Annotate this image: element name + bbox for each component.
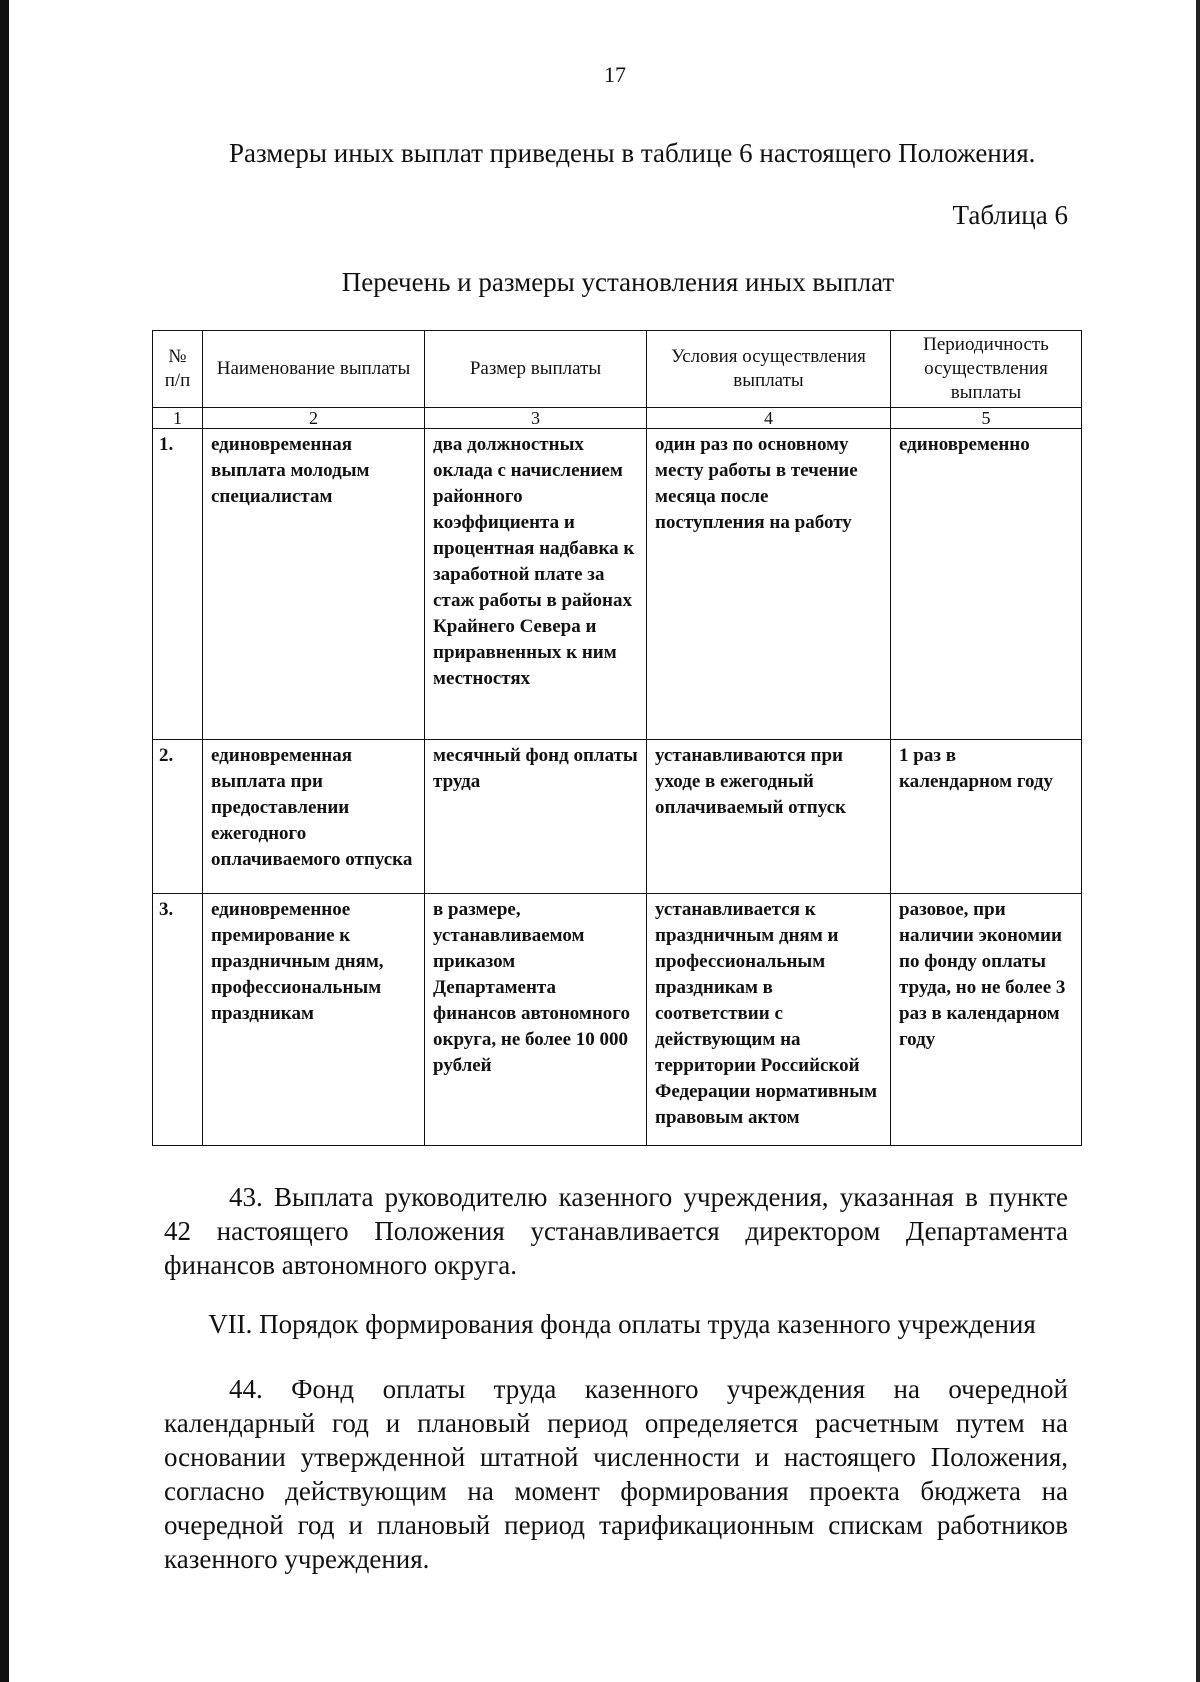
column-number: 1 <box>153 408 203 429</box>
header-num: № п/п <box>153 331 203 408</box>
header-conditions: Условия осуществления выплаты <box>647 331 891 408</box>
column-number-row <box>153 408 1082 429</box>
table-row <box>153 894 1082 1146</box>
row-num: 1. <box>153 429 203 740</box>
payments-table <box>152 330 1082 1146</box>
row-num: 3. <box>153 894 203 1146</box>
table-title: Перечень и размеры установления иных выплат <box>341 267 895 297</box>
payment-conditions: один раз по основному месту работы в течение месяца после поступления на работу <box>647 429 891 740</box>
table-row <box>153 740 1082 894</box>
payment-amount: в размере, устанавливаемом приказом Департамента финансов автономного округа, не более 10 000 рублей <box>425 894 647 1146</box>
column-number: 5 <box>891 408 1082 429</box>
payment-conditions: устанавливаются при уходе в ежегодный оплачиваемый отпуск <box>647 740 891 894</box>
payment-amount: месячный фонд оплаты труда <box>425 740 647 894</box>
payment-conditions: устанавливается к праздничным дням и профессиональным праздникам в соответствии с действующим на территории Российской Федерации нормативным правовым актом <box>647 894 891 1146</box>
scan-edge-left <box>0 0 9 1682</box>
section-heading: VII. Порядок формирования фонда оплаты труда казенного учреждения <box>208 1309 1036 1339</box>
payment-frequency: единовременно <box>891 429 1082 740</box>
payment-frequency: разовое, при наличии экономии по фонду оплаты труда, но не более 3 раз в календарном году <box>891 894 1082 1146</box>
table-caption: Таблица 6 <box>952 200 1068 230</box>
column-number: 4 <box>647 408 891 429</box>
paragraph-43: 43. Выплата руководителю казенного учреждения, указанная в пункте 42 настоящего Положения устанавливается директором Департамента финансов автономного округа. <box>164 1182 1068 1280</box>
table-header-row <box>153 331 1082 408</box>
table-row <box>153 429 1082 740</box>
column-number: 3 <box>425 408 647 429</box>
payment-name: единовременное премирование к праздничным дням, профессиональным праздникам <box>203 894 425 1146</box>
payment-name: единовременная выплата при предоставлении ежегодного оплачиваемого отпуска <box>203 740 425 894</box>
header-frequency: Периодичность осуществления выплаты <box>891 331 1082 408</box>
intro-paragraph: Размеры иных выплат приведены в таблице 6 настоящего Положения. <box>229 138 1036 168</box>
payment-amount: два должностных оклада с начислением районного коэффициента и процентная надбавка к заработной плате за стаж работы в районах Крайнего Севера и приравненных к ним местностях <box>425 429 647 740</box>
header-name: Наименование выплаты <box>203 331 425 408</box>
payment-name: единовременная выплата молодым специалистам <box>203 429 425 740</box>
paragraph-44: 44. Фонд оплаты труда казенного учреждения на очередной календарный год и плановый период определяется расчетным путем на основании утвержденной штатной численности и настоящего Положения, согласно действующим на момент формирования проекта бюджета на очередной год и плановый период тарификационным спискам работников казенного учреждения. <box>164 1374 1068 1574</box>
header-amount: Размер выплаты <box>425 331 647 408</box>
row-num: 2. <box>153 740 203 894</box>
page-number: 17 <box>604 62 626 87</box>
column-number: 2 <box>203 408 425 429</box>
payment-frequency: 1 раз в календарном году <box>891 740 1082 894</box>
scan-edge-right <box>1196 0 1200 1682</box>
